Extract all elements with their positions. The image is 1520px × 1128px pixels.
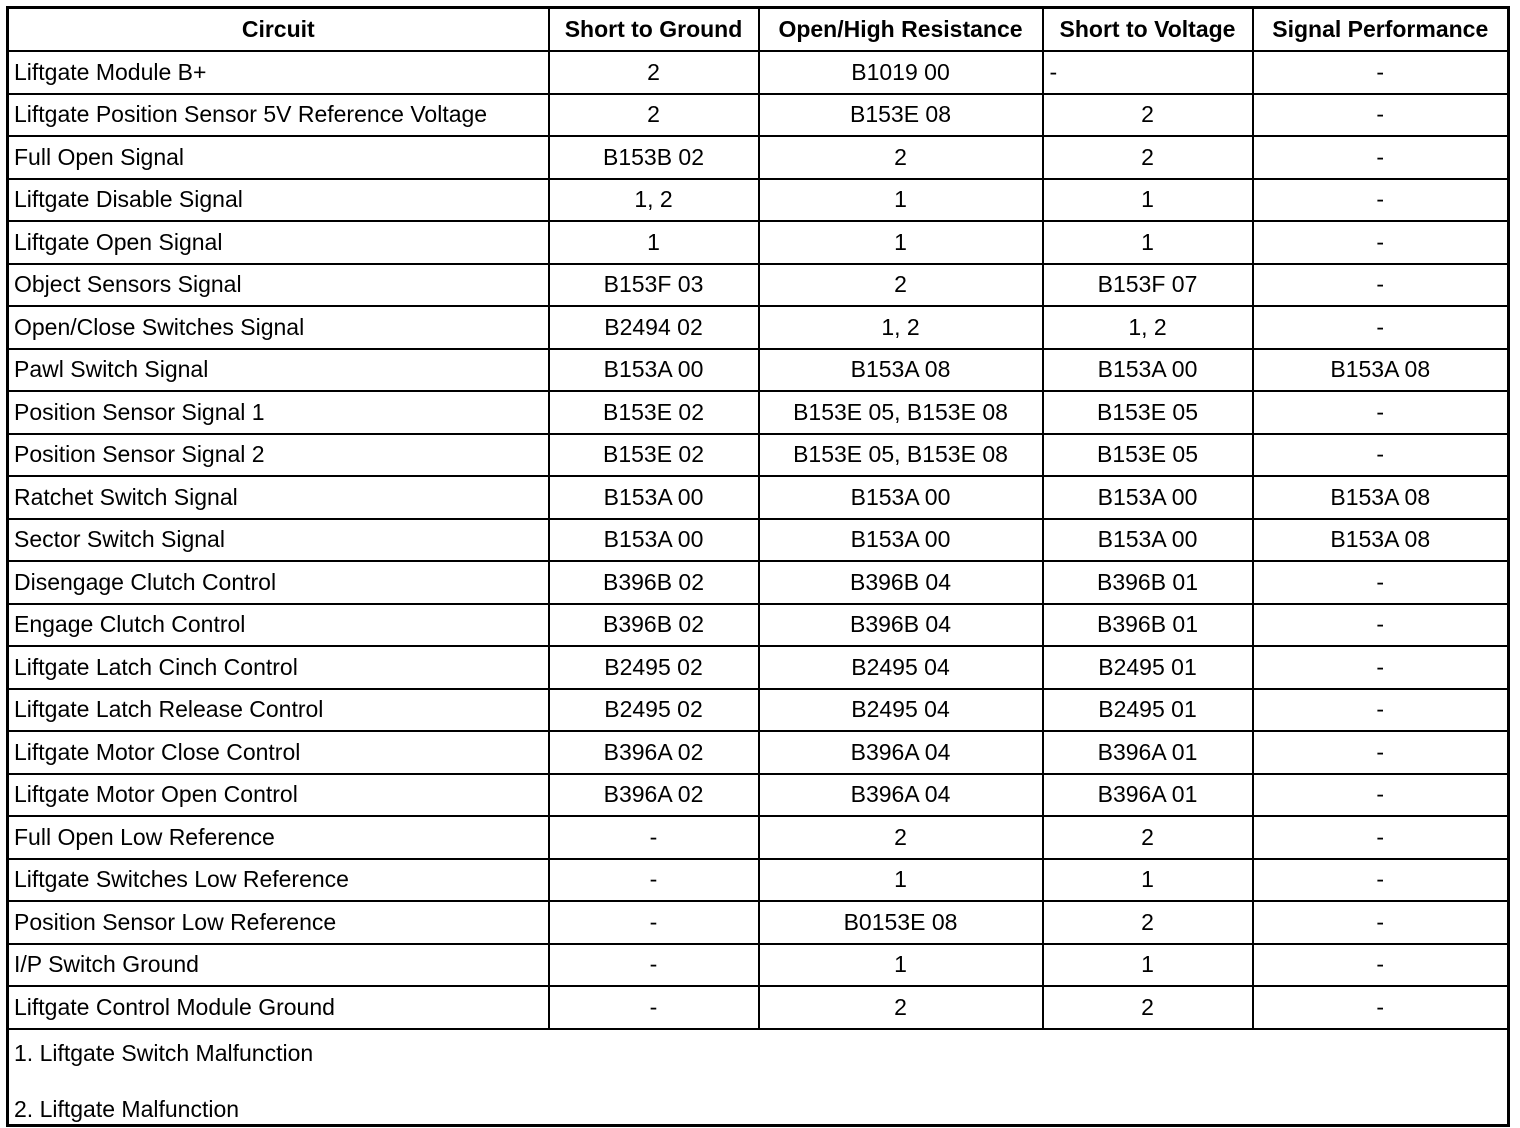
cell-circuit: Position Sensor Signal 1 — [8, 391, 549, 434]
table-row — [8, 349, 1509, 392]
cell-short-to-ground: B153E 02 — [549, 391, 759, 434]
cell-short-to-voltage: 1 — [1043, 859, 1253, 902]
cell-short-to-ground: B396A 02 — [549, 731, 759, 774]
cell-open-high-resistance: 1, 2 — [759, 306, 1043, 349]
cell-short-to-voltage: 2 — [1043, 901, 1253, 944]
cell-circuit: I/P Switch Ground — [8, 944, 549, 987]
cell-circuit: Full Open Low Reference — [8, 816, 549, 859]
cell-short-to-voltage: B396A 01 — [1043, 731, 1253, 774]
cell-open-high-resistance: B153E 08 — [759, 94, 1043, 137]
cell-short-to-voltage: B396A 01 — [1043, 774, 1253, 817]
cell-signal-performance: - — [1253, 731, 1509, 774]
header-signal-performance: Signal Performance — [1253, 8, 1509, 52]
cell-open-high-resistance: 1 — [759, 221, 1043, 264]
cell-signal-performance: B153A 08 — [1253, 519, 1509, 562]
table-row — [8, 94, 1509, 137]
cell-short-to-voltage: B153A 00 — [1043, 476, 1253, 519]
table-row — [8, 731, 1509, 774]
cell-short-to-ground: B153B 02 — [549, 136, 759, 179]
cell-short-to-voltage: B153F 07 — [1043, 264, 1253, 307]
cell-short-to-voltage: B153A 00 — [1043, 349, 1253, 392]
cell-signal-performance: - — [1253, 901, 1509, 944]
cell-open-high-resistance: B153A 08 — [759, 349, 1043, 392]
cell-signal-performance: - — [1253, 859, 1509, 902]
table-row — [8, 476, 1509, 519]
table-row — [8, 434, 1509, 477]
header-circuit: Circuit — [8, 8, 549, 52]
cell-circuit: Pawl Switch Signal — [8, 349, 549, 392]
header-short-to-voltage: Short to Voltage — [1043, 8, 1253, 52]
cell-short-to-voltage: B153E 05 — [1043, 391, 1253, 434]
cell-open-high-resistance: 2 — [759, 264, 1043, 307]
cell-circuit: Sector Switch Signal — [8, 519, 549, 562]
table-row — [8, 901, 1509, 944]
cell-circuit: Open/Close Switches Signal — [8, 306, 549, 349]
cell-circuit: Liftgate Latch Cinch Control — [8, 646, 549, 689]
cell-signal-performance: B153A 08 — [1253, 349, 1509, 392]
cell-short-to-ground: B2495 02 — [549, 689, 759, 732]
cell-circuit: Liftgate Position Sensor 5V Reference Voltage — [8, 94, 549, 137]
cell-short-to-ground: 1, 2 — [549, 179, 759, 222]
table-row — [8, 604, 1509, 647]
cell-signal-performance: - — [1253, 816, 1509, 859]
notes-row — [8, 1029, 1509, 1126]
cell-circuit: Disengage Clutch Control — [8, 561, 549, 604]
cell-circuit: Liftgate Disable Signal — [8, 179, 549, 222]
cell-circuit: Full Open Signal — [8, 136, 549, 179]
cell-open-high-resistance: B153E 05, B153E 08 — [759, 434, 1043, 477]
cell-circuit: Position Sensor Low Reference — [8, 901, 549, 944]
cell-short-to-ground: 1 — [549, 221, 759, 264]
cell-short-to-ground: B2495 02 — [549, 646, 759, 689]
cell-short-to-voltage: B2495 01 — [1043, 689, 1253, 732]
cell-open-high-resistance: 1 — [759, 944, 1043, 987]
cell-open-high-resistance: B396B 04 — [759, 604, 1043, 647]
cell-short-to-voltage: 1 — [1043, 221, 1253, 264]
table-row — [8, 646, 1509, 689]
cell-signal-performance: - — [1253, 774, 1509, 817]
cell-short-to-ground: - — [549, 944, 759, 987]
cell-short-to-ground: B153A 00 — [549, 519, 759, 562]
cell-short-to-ground: - — [549, 859, 759, 902]
table-row — [8, 306, 1509, 349]
cell-signal-performance: - — [1253, 689, 1509, 732]
table-row — [8, 179, 1509, 222]
cell-short-to-ground: - — [549, 816, 759, 859]
cell-short-to-ground: B153F 03 — [549, 264, 759, 307]
cell-circuit: Liftgate Latch Release Control — [8, 689, 549, 732]
notes-cell — [8, 1029, 1509, 1126]
cell-open-high-resistance: B396A 04 — [759, 731, 1043, 774]
cell-short-to-voltage: B396B 01 — [1043, 561, 1253, 604]
cell-short-to-voltage: B396B 01 — [1043, 604, 1253, 647]
cell-signal-performance: - — [1253, 646, 1509, 689]
cell-short-to-ground: - — [549, 901, 759, 944]
cell-signal-performance: - — [1253, 561, 1509, 604]
cell-circuit: Object Sensors Signal — [8, 264, 549, 307]
cell-short-to-voltage: 2 — [1043, 136, 1253, 179]
cell-short-to-ground: B396B 02 — [549, 604, 759, 647]
cell-open-high-resistance: 2 — [759, 816, 1043, 859]
cell-short-to-ground: 2 — [549, 94, 759, 137]
cell-short-to-voltage: 2 — [1043, 94, 1253, 137]
cell-signal-performance: - — [1253, 944, 1509, 987]
cell-signal-performance: - — [1253, 306, 1509, 349]
table-row — [8, 264, 1509, 307]
cell-signal-performance: B153A 08 — [1253, 476, 1509, 519]
cell-open-high-resistance: B2495 04 — [759, 646, 1043, 689]
cell-open-high-resistance: B0153E 08 — [759, 901, 1043, 944]
header-row — [8, 8, 1509, 52]
cell-short-to-voltage: B2495 01 — [1043, 646, 1253, 689]
cell-open-high-resistance: B1019 00 — [759, 51, 1043, 94]
cell-short-to-voltage: 1 — [1043, 179, 1253, 222]
table-row — [8, 391, 1509, 434]
cell-circuit: Position Sensor Signal 2 — [8, 434, 549, 477]
cell-signal-performance: - — [1253, 264, 1509, 307]
cell-circuit: Liftgate Open Signal — [8, 221, 549, 264]
cell-short-to-voltage: 1, 2 — [1043, 306, 1253, 349]
cell-short-to-ground: 2 — [549, 51, 759, 94]
cell-short-to-ground: B153A 00 — [549, 349, 759, 392]
cell-circuit: Ratchet Switch Signal — [8, 476, 549, 519]
table-row — [8, 51, 1509, 94]
cell-open-high-resistance: B153E 05, B153E 08 — [759, 391, 1043, 434]
table-row — [8, 689, 1509, 732]
cell-signal-performance: - — [1253, 179, 1509, 222]
cell-open-high-resistance: B153A 00 — [759, 519, 1043, 562]
cell-open-high-resistance: B153A 00 — [759, 476, 1043, 519]
table-row — [8, 774, 1509, 817]
cell-short-to-voltage: B153A 00 — [1043, 519, 1253, 562]
table-row — [8, 986, 1509, 1029]
cell-circuit: Liftgate Motor Close Control — [8, 731, 549, 774]
cell-signal-performance: - — [1253, 94, 1509, 137]
cell-signal-performance: - — [1253, 136, 1509, 179]
cell-short-to-ground: B153E 02 — [549, 434, 759, 477]
cell-short-to-voltage: 2 — [1043, 816, 1253, 859]
cell-signal-performance: - — [1253, 604, 1509, 647]
note-2: 2. Liftgate Malfunction — [14, 1095, 240, 1122]
cell-short-to-voltage: - — [1043, 51, 1253, 94]
table-body — [8, 51, 1509, 1029]
table-row — [8, 859, 1509, 902]
cell-short-to-ground: B2494 02 — [549, 306, 759, 349]
cell-short-to-voltage: 1 — [1043, 944, 1253, 987]
cell-open-high-resistance: B396B 04 — [759, 561, 1043, 604]
table-row — [8, 136, 1509, 179]
cell-circuit: Liftgate Module B+ — [8, 51, 549, 94]
note-1: 1. Liftgate Switch Malfunction — [14, 1039, 314, 1066]
cell-open-high-resistance: 2 — [759, 986, 1043, 1029]
table-row — [8, 561, 1509, 604]
cell-short-to-ground: B396B 02 — [549, 561, 759, 604]
header-short-to-ground: Short to Ground — [549, 8, 759, 52]
cell-signal-performance: - — [1253, 221, 1509, 264]
cell-signal-performance: - — [1253, 51, 1509, 94]
cell-circuit: Liftgate Motor Open Control — [8, 774, 549, 817]
cell-circuit: Liftgate Control Module Ground — [8, 986, 549, 1029]
cell-circuit: Engage Clutch Control — [8, 604, 549, 647]
table-row — [8, 221, 1509, 264]
cell-short-to-ground: - — [549, 986, 759, 1029]
table-row — [8, 816, 1509, 859]
cell-open-high-resistance: 2 — [759, 136, 1043, 179]
cell-open-high-resistance: 1 — [759, 859, 1043, 902]
cell-short-to-ground: B396A 02 — [549, 774, 759, 817]
cell-open-high-resistance: B2495 04 — [759, 689, 1043, 732]
cell-open-high-resistance: B396A 04 — [759, 774, 1043, 817]
cell-signal-performance: - — [1253, 986, 1509, 1029]
cell-circuit: Liftgate Switches Low Reference — [8, 859, 549, 902]
table-row — [8, 519, 1509, 562]
dtc-circuit-table — [6, 6, 1510, 1127]
cell-short-to-ground: B153A 00 — [549, 476, 759, 519]
cell-open-high-resistance: 1 — [759, 179, 1043, 222]
cell-short-to-voltage: B153E 05 — [1043, 434, 1253, 477]
cell-short-to-voltage: 2 — [1043, 986, 1253, 1029]
cell-signal-performance: - — [1253, 391, 1509, 434]
table-row — [8, 944, 1509, 987]
cell-signal-performance: - — [1253, 434, 1509, 477]
header-open-high-resistance: Open/High Resistance — [759, 8, 1043, 52]
